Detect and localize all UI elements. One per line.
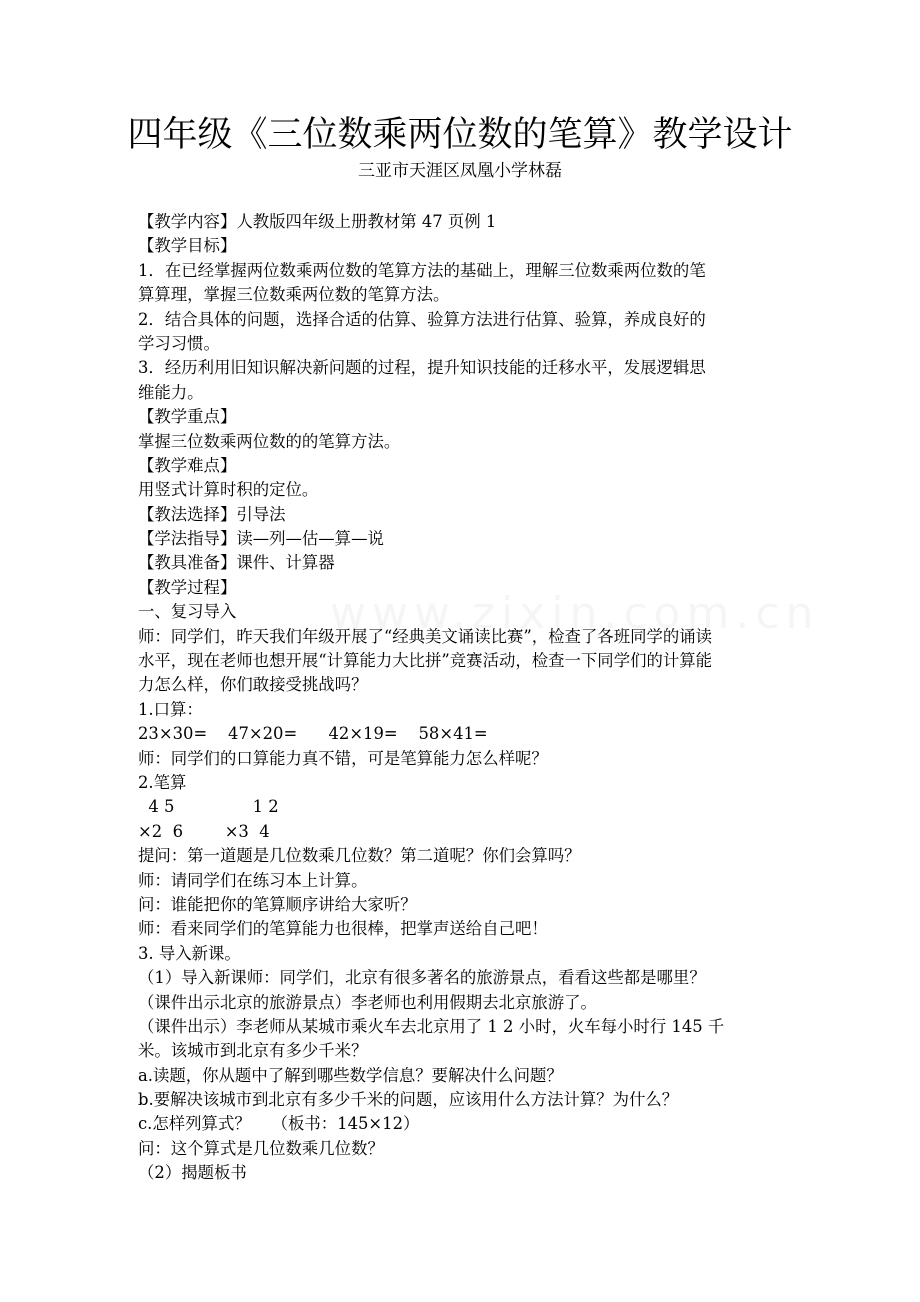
question-c: c.怎样列算式？ （板书：145×12） — [138, 1114, 420, 1134]
heading-written-calc: 2.笔算 — [138, 772, 187, 792]
line-learning-guide: 【学法指导】读—列—估—算—说 — [138, 529, 384, 549]
oral-calc-exercises: 23×30= 47×20= 42×19= 58×41= — [138, 724, 488, 744]
goal-1-line-1: 1．在已经掌握两位数乘两位数的笔算方法的基础上，理解三位数乘两位数的笔 — [138, 260, 706, 280]
section-reveal-title: （2）揭题板书 — [138, 1163, 247, 1183]
document-body — [138, 210, 784, 1186]
goal-1-line-2: 算算理，掌握三位数乘两位数的笔算方法。 — [138, 285, 450, 305]
section-review-intro: 一、复习导入 — [138, 602, 237, 622]
key-points-text: 掌握三位数乘两位数的的笔算方法。 — [138, 431, 401, 451]
question-a: a.读题，你从题中了解到哪些数学信息？要解决什么问题？ — [138, 1065, 563, 1085]
paragraph-line: （课件出示北京的旅游景点）李老师也利用假期去北京旅游了。 — [138, 992, 597, 1012]
heading-oral-calc: 1.口算： — [138, 699, 203, 719]
heading-difficulties: 【教学难点】 — [138, 455, 237, 475]
goal-3-line-1: 3．经历利用旧知识解决新问题的过程，提升知识技能的迁移水平，发展逻辑思 — [138, 358, 706, 378]
paragraph-line: （课件出示）李老师从某城市乘火车去北京用了 1 2 小时，火车每小时行 145 千 — [138, 1016, 725, 1036]
heading-teaching-goals: 【教学目标】 — [138, 236, 237, 256]
heading-teaching-process: 【教学过程】 — [138, 577, 237, 597]
line-teaching-content: 【教学内容】人教版四年级上册教材第 47 页例 1 — [138, 212, 497, 231]
heading-key-points: 【教学重点】 — [138, 407, 237, 427]
written-calc-top-row: 4 5 1 2 — [138, 797, 279, 817]
section-new-lesson: 3. 导入新课。 — [138, 943, 241, 963]
paragraph-line: 提问：第一道题是几位数乘几位数？第二道呢？你们会算吗？ — [138, 846, 581, 866]
difficulties-text: 用竖式计算时积的定位。 — [138, 480, 319, 500]
line-teaching-method: 【教法选择】引导法 — [138, 504, 286, 524]
paragraph-line: 师：同学们的口算能力真不错，可是笔算能力怎么样呢？ — [138, 748, 548, 768]
goal-2-line-2: 学习习惯。 — [138, 333, 220, 353]
goal-3-line-2: 维能力。 — [138, 382, 204, 402]
line-teaching-tools: 【教具准备】课件、计算器 — [138, 553, 335, 573]
paragraph-line: 师：同学们，昨天我们年级开展了“经典美文诵读比赛”，检查了各班同学的诵读 — [138, 626, 713, 646]
question-b: b.要解决该城市到北京有多少千米的问题，应该用什么方法计算？为什么？ — [138, 1090, 679, 1110]
paragraph-line: 水平，现在老师也想开展“计算能力大比拼”竞赛活动，检查一下同学们的计算能 — [138, 651, 713, 671]
paragraph-line: 师：请同学们在练习本上计算。 — [138, 870, 368, 890]
paragraph-line: 力怎么样，你们敢接受挑战吗？ — [138, 675, 368, 695]
document-author: 三亚市天涯区凤凰小学林磊 — [358, 161, 562, 181]
goal-2-line-1: 2．结合具体的问题，选择合适的估算、验算方法进行估算、验算，养成良好的 — [138, 309, 706, 329]
document-title: 四年级《三位数乘两位数的笔算》教学设计 — [127, 115, 793, 155]
paragraph-line: 问：谁能把你的笔算顺序讲给大家听？ — [138, 894, 417, 914]
written-calc-bottom-row: ×2 6 ×3 4 — [138, 821, 270, 841]
paragraph-line: 问：这个算式是几位数乘几位数？ — [138, 1138, 384, 1158]
paragraph-line: 米。该城市到北京有多少千米？ — [138, 1041, 368, 1061]
paragraph-line: 师：看来同学们的笔算能力也很棒，把掌声送给自己吧！ — [138, 919, 548, 939]
paragraph-line: （1）导入新课师：同学们，北京有很多著名的旅游景点，看看这些都是哪里？ — [138, 968, 706, 988]
watermark — [330, 588, 819, 639]
